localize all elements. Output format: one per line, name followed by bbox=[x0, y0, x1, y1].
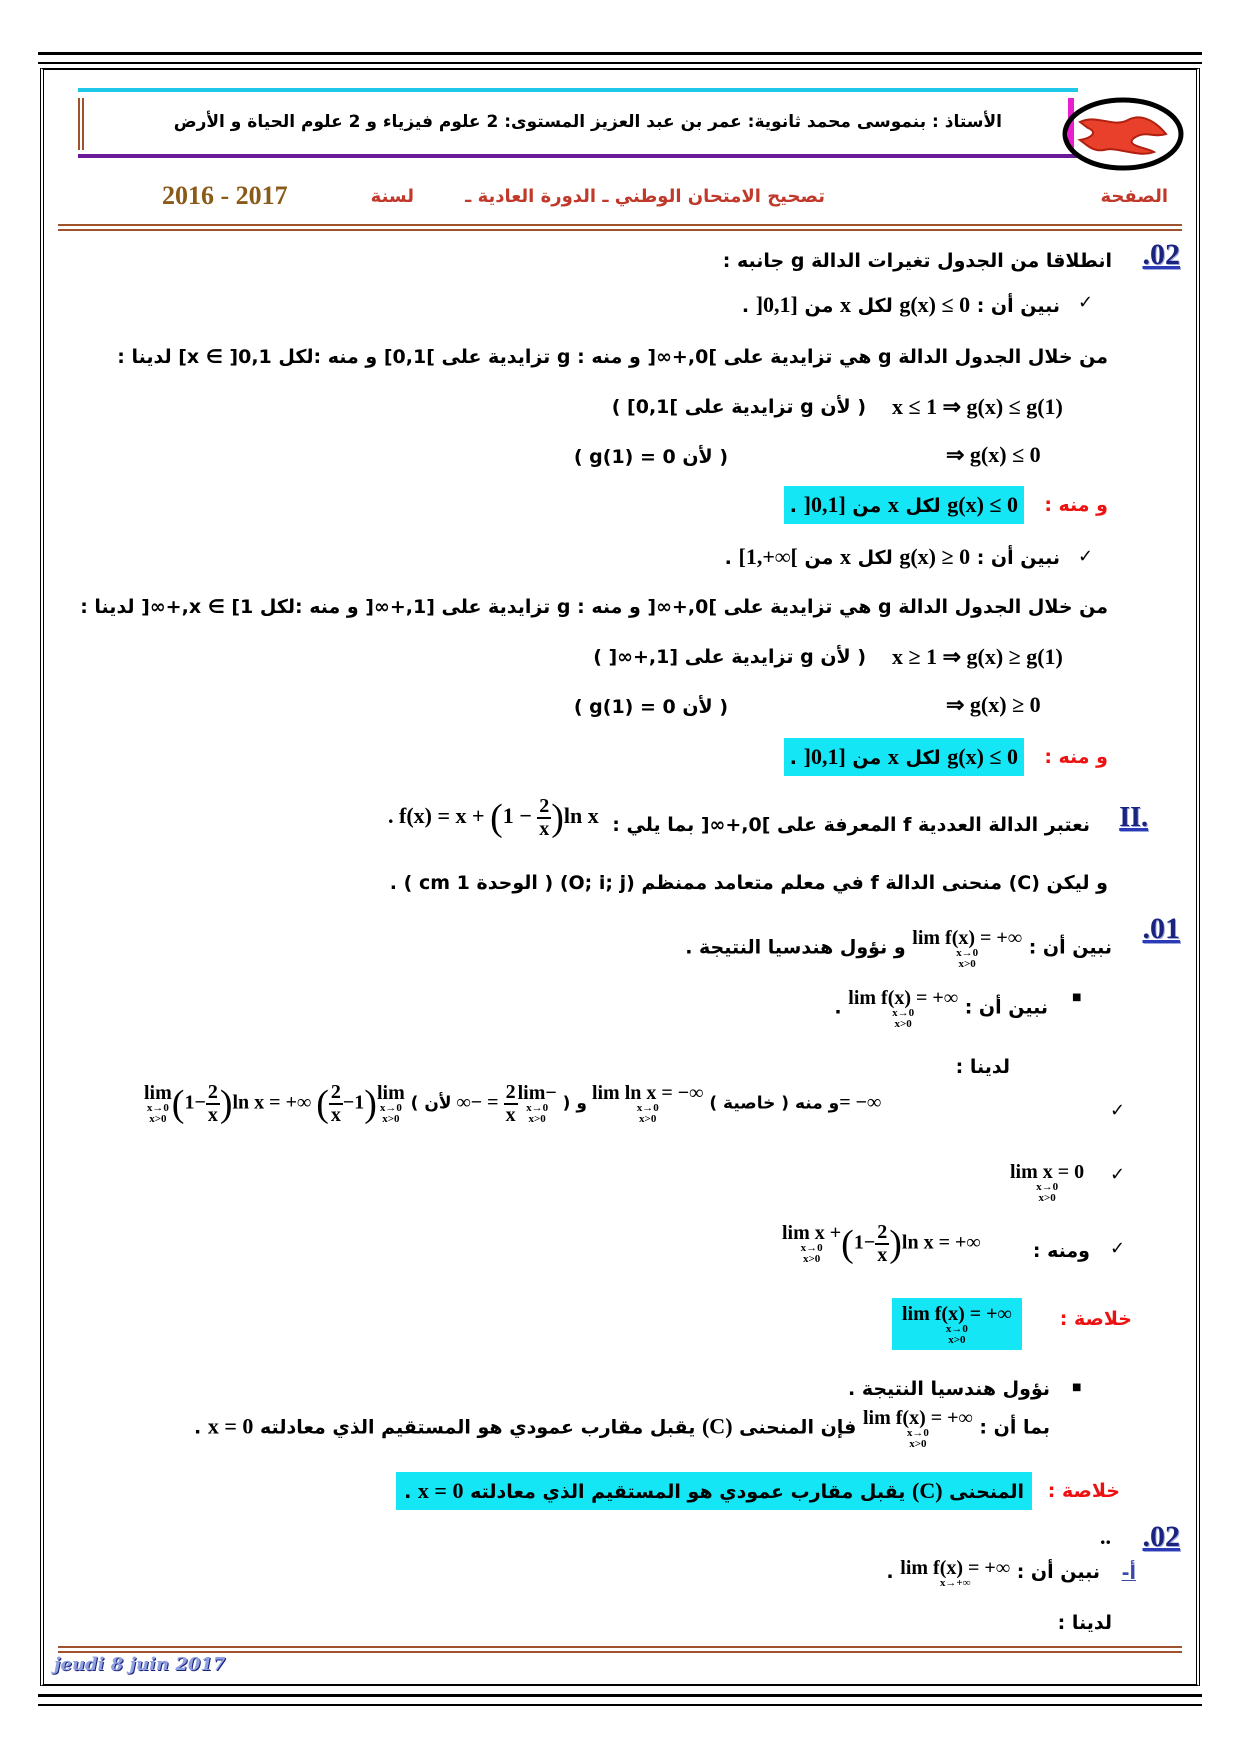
exam-title: تصحيح الامتحان الوطني ـ الدورة العادية ـ bbox=[465, 186, 825, 207]
reason2: من خلال الجدول الدالة g هي تزايدية على ]0,+∞[ و منه : g تزايدية على [1,+∞[ و منه :لكل x ∈ [1,+∞[ لدينا : bbox=[80, 596, 1108, 618]
limit-line-c-label: ومنه : bbox=[1032, 1240, 1090, 1262]
limit-line-c: lim x + x→0 x>0 (1− $\frac{2}{x}$ )ln x = +∞ bbox=[782, 1221, 981, 1266]
conclusion-label-2: و منه : bbox=[1044, 746, 1108, 768]
step2a: x ≥ 1 ⇒ g(x) ≥ g(1) bbox=[892, 644, 1063, 669]
header-top-rule bbox=[78, 88, 1078, 92]
conclusion-label-1: و منه : bbox=[1044, 494, 1108, 516]
conclusion2: g(x) ≤ 0 لكل x من ]0,1] . bbox=[784, 738, 1024, 776]
section-number-01: .01 bbox=[1142, 912, 1180, 945]
bullet-icon: ■ bbox=[1072, 992, 1082, 1003]
interpret: نؤول هندسيا النتيجة . bbox=[847, 1378, 1050, 1400]
part2-label: II. bbox=[1119, 802, 1148, 833]
step1b: ⇒ g(x) ≤ 0 bbox=[946, 442, 1041, 467]
step1a-note: ( لأن g تزايدية على ]0,1] ) bbox=[611, 396, 866, 418]
we-have-2: لدينا : bbox=[1057, 1612, 1112, 1634]
step1a: x ≤ 1 ⇒ g(x) ≤ g(1) bbox=[892, 394, 1063, 419]
header-info: الأستاذ : بنموسى محمد ثانوية: عمر بن عبد العزيز المستوى: 2 علوم فيزياء و 2 علوم الحياة و الأرض bbox=[173, 112, 1002, 132]
page-label: الصفحة bbox=[1100, 186, 1168, 207]
f-definition: . f(x) = x + (1 − $\frac{2}{x}$ )ln x bbox=[388, 795, 599, 840]
limit-line-a: lim x→0 x>0 (1− $\frac{2}{x}$ )ln x = +∞ و منه ( خاصية ) lim ln x = −∞ x→0 x>0 و ( lim− x→0 x>0 $\frac{2}{x}$ = −∞ لأن ) lim x→0 x>0 (1− $\frac{2}{x}$ ) = −∞ bbox=[144, 1081, 882, 1126]
reason1: من خلال الجدول الدالة g هي تزايدية على ]0,+∞[ و منه : g تزايدية على ]0,1] و منه :لكل x ∈ ]0,1] لدينا : bbox=[117, 346, 1108, 368]
we-have-1: لدينا : bbox=[955, 1056, 1010, 1078]
check-icon: ✓ bbox=[1078, 546, 1094, 567]
summary-label-1: خلاصة : bbox=[1059, 1308, 1132, 1330]
section02b-prefix: .. bbox=[1100, 1524, 1111, 1549]
section-number-02: .02 bbox=[1142, 238, 1180, 271]
exam-year: 2016 - 2017 bbox=[162, 181, 288, 210]
outer-border-bottom bbox=[38, 1694, 1202, 1706]
header-bottom-rule bbox=[58, 224, 1182, 231]
sub-claim: نبين أن : lim f(x) = +∞ x→0 x>0 . bbox=[834, 987, 1048, 1030]
check-icon: ✓ bbox=[1110, 1164, 1126, 1185]
footer-date: jeudi 8 juin 2017 bbox=[54, 1654, 226, 1675]
year-label: لسنة bbox=[370, 186, 414, 207]
limit-line-b: lim x = 0 x→0 x>0 bbox=[1010, 1161, 1085, 1204]
conclusion1: g(x) ≤ 0 لكل x من ]0,1] . bbox=[784, 486, 1024, 524]
step2a-note: ( لأن g تزايدية على [1,+∞[ ) bbox=[593, 646, 866, 668]
section02b-claim: نبين أن : lim f(x) = +∞ x→+∞ . bbox=[886, 1557, 1100, 1589]
summary2: المنحنى (C) يقبل مقارب عمودي هو المستقيم الذي معادلته x = 0 . bbox=[396, 1472, 1032, 1510]
part2-line2: و ليكن (C) منحنى الدالة f في معلم متعامد ممنظم (O; i; j) ( الوحدة 1 cm ) . bbox=[389, 872, 1108, 894]
part2-line1: نعتبر الدالة العددية f المعرفة على ]0,+∞[ بما يلي : bbox=[612, 814, 1090, 836]
claim2: نبين أن : g(x) ≥ 0 لكل x من [1,+∞[ . bbox=[724, 544, 1060, 569]
summary-label-2: خلاصة : bbox=[1047, 1480, 1120, 1502]
step2b-note: ( لأن g(1) = 0 ) bbox=[573, 696, 728, 718]
outer-border-top bbox=[38, 52, 1202, 64]
since-line: بما أن : lim f(x) = +∞ x→0 x>0 فإن المنحنى (C) يقبل مقارب عمودي هو المستقيم الذي معادلته x = 0 . bbox=[194, 1407, 1050, 1450]
school-logo bbox=[1058, 94, 1188, 174]
section-number-02b: .02 bbox=[1142, 1520, 1180, 1553]
summary1: lim f(x) = +∞ x→0 x>0 bbox=[892, 1298, 1022, 1350]
step1b-note: ( لأن g(1) = 0 ) bbox=[573, 446, 728, 468]
check-icon: ✓ bbox=[1110, 1238, 1126, 1259]
section01-claim: نبين أن : lim f(x) = +∞ x→0 x>0 و نؤول هندسيا النتيجة . bbox=[685, 927, 1112, 970]
item-a-label: أ- bbox=[1121, 1562, 1136, 1584]
header-purple-rule bbox=[78, 154, 1078, 158]
check-icon: ✓ bbox=[1110, 1100, 1126, 1121]
step2b: ⇒ g(x) ≥ 0 bbox=[946, 692, 1041, 717]
section02-intro: انطلاقا من الجدول تغيرات الدالة g جانبه : bbox=[722, 250, 1112, 272]
bullet-icon: ■ bbox=[1072, 1382, 1082, 1393]
check-icon: ✓ bbox=[1078, 292, 1094, 313]
claim1: نبين أن : g(x) ≤ 0 لكل x من ]0,1] . bbox=[741, 292, 1060, 317]
footer-rule bbox=[58, 1646, 1182, 1653]
